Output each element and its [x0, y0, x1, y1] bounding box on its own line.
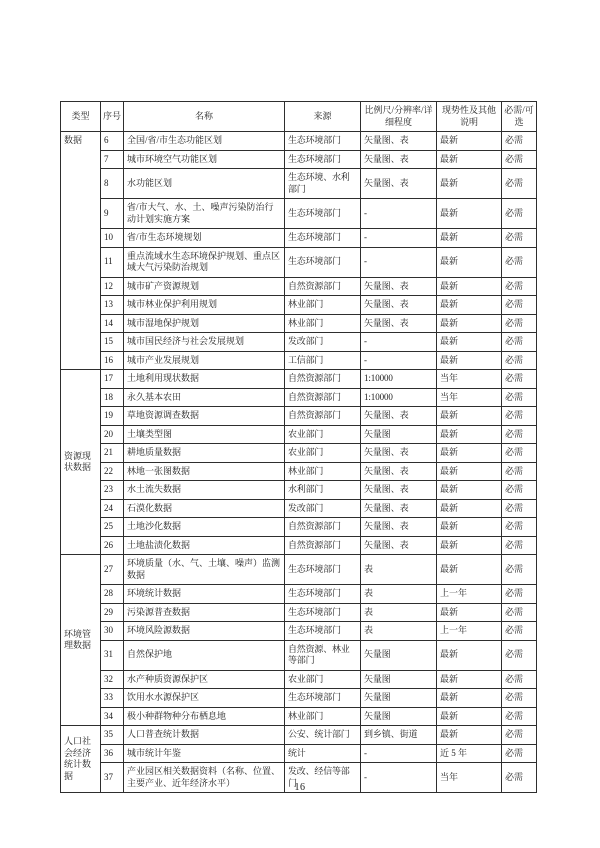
cell-scale: - — [361, 199, 437, 229]
col-header-scale: 比例尺/分辨率/详细程度 — [361, 102, 437, 132]
cell-type-group: 环境管理数据 — [61, 555, 101, 726]
table-row — [61, 536, 537, 555]
table-row — [61, 481, 537, 500]
col-header-source: 来源 — [285, 102, 361, 132]
cell-source: 工信部门 — [285, 351, 361, 370]
cell-scale: 1:10000 — [361, 388, 437, 407]
cell-serial-number: 36 — [101, 744, 124, 763]
cell-serial-number: 18 — [101, 388, 124, 407]
cell-name: 城市湿地保护规划 — [124, 314, 285, 333]
cell-serial-number: 37 — [101, 763, 124, 793]
cell-source: 发改部门 — [285, 333, 361, 352]
cell-serial-number: 8 — [101, 169, 124, 199]
cell-serial-number: 34 — [101, 707, 124, 726]
cell-source: 生态环境部门 — [285, 689, 361, 708]
cell-required: 必需 — [502, 314, 537, 333]
cell-name: 产业园区相关数据资料（名称、位置、主要产业、近年经济水平） — [124, 763, 285, 793]
cell-currency: 最新 — [437, 296, 502, 315]
cell-scale: 矢量图、表 — [361, 518, 437, 537]
cell-required: 必需 — [502, 481, 537, 500]
cell-required: 必需 — [502, 351, 537, 370]
cell-required: 必需 — [502, 407, 537, 426]
cell-name: 城市环境空气功能区划 — [124, 150, 285, 169]
cell-serial-number: 28 — [101, 585, 124, 604]
cell-serial-number: 32 — [101, 670, 124, 689]
cell-currency: 最新 — [437, 462, 502, 481]
cell-serial-number: 12 — [101, 277, 124, 296]
table-row — [61, 388, 537, 407]
table-row — [61, 199, 537, 229]
cell-source: 生态环境部门 — [285, 603, 361, 622]
cell-source: 统计 — [285, 744, 361, 763]
table-row — [61, 407, 537, 426]
table-row — [61, 169, 537, 199]
data-requirements-table — [60, 101, 537, 793]
cell-source: 林业部门 — [285, 296, 361, 315]
cell-scale: 矢量图 — [361, 425, 437, 444]
cell-name: 饮用水水源保护区 — [124, 689, 285, 708]
cell-currency: 最新 — [437, 555, 502, 585]
cell-currency: 最新 — [437, 150, 502, 169]
cell-scale: 到乡镇、街道 — [361, 726, 437, 745]
cell-source: 农业部门 — [285, 425, 361, 444]
cell-currency: 最新 — [437, 603, 502, 622]
col-header-name: 名称 — [124, 102, 285, 132]
cell-scale: 表 — [361, 622, 437, 641]
cell-currency: 上一年 — [437, 622, 502, 641]
cell-name: 土地利用现状数据 — [124, 370, 285, 389]
cell-required: 必需 — [502, 199, 537, 229]
cell-serial-number: 14 — [101, 314, 124, 333]
cell-scale: 矢量图、表 — [361, 314, 437, 333]
cell-name: 永久基本农田 — [124, 388, 285, 407]
cell-scale: - — [361, 351, 437, 370]
cell-scale: 表 — [361, 555, 437, 585]
table-row — [61, 499, 537, 518]
cell-required: 必需 — [502, 763, 537, 793]
cell-currency: 当年 — [437, 388, 502, 407]
table-row — [61, 744, 537, 763]
cell-name: 极小种群物种分布栖息地 — [124, 707, 285, 726]
table-header-row — [61, 102, 537, 132]
cell-name: 环境统计数据 — [124, 585, 285, 604]
cell-name: 重点流域水生态环境保护规划、重点区域大气污染防治规划 — [124, 247, 285, 277]
cell-currency: 最新 — [437, 640, 502, 670]
cell-serial-number: 30 — [101, 622, 124, 641]
cell-required: 必需 — [502, 622, 537, 641]
cell-currency: 最新 — [437, 481, 502, 500]
cell-scale: 矢量图、表 — [361, 277, 437, 296]
cell-required: 必需 — [502, 150, 537, 169]
cell-name: 城市统计年鉴 — [124, 744, 285, 763]
cell-scale: 矢量图、表 — [361, 169, 437, 199]
table-row — [61, 444, 537, 463]
cell-scale: 矢量图、表 — [361, 132, 437, 151]
cell-name: 城市国民经济与社会发展规划 — [124, 333, 285, 352]
table-row — [61, 132, 537, 151]
cell-name: 石漠化数据 — [124, 499, 285, 518]
cell-scale: 矢量图、表 — [361, 444, 437, 463]
cell-required: 必需 — [502, 499, 537, 518]
cell-currency: 当年 — [437, 370, 502, 389]
cell-serial-number: 25 — [101, 518, 124, 537]
cell-required: 必需 — [502, 425, 537, 444]
cell-currency: 最新 — [437, 689, 502, 708]
cell-serial-number: 21 — [101, 444, 124, 463]
cell-name: 省/市大气、水、土、噪声污染防治行动计划实施方案 — [124, 199, 285, 229]
cell-scale: 表 — [361, 603, 437, 622]
cell-source: 公安、统计部门 — [285, 726, 361, 745]
table-row — [61, 229, 537, 248]
cell-source: 生态环境部门 — [285, 132, 361, 151]
cell-scale: 矢量图、表 — [361, 462, 437, 481]
cell-currency: 最新 — [437, 726, 502, 745]
cell-source: 发改部门 — [285, 499, 361, 518]
cell-scale: 矢量图 — [361, 707, 437, 726]
cell-required: 必需 — [502, 536, 537, 555]
cell-source: 水利部门 — [285, 481, 361, 500]
cell-scale: - — [361, 247, 437, 277]
cell-serial-number: 6 — [101, 132, 124, 151]
cell-currency: 最新 — [437, 407, 502, 426]
cell-currency: 最新 — [437, 169, 502, 199]
cell-serial-number: 23 — [101, 481, 124, 500]
cell-required: 必需 — [502, 333, 537, 352]
cell-source: 自然资源部门 — [285, 277, 361, 296]
cell-source: 自然资源部门 — [285, 388, 361, 407]
cell-source: 自然资源部门 — [285, 370, 361, 389]
table-row — [61, 425, 537, 444]
cell-source: 生态环境部门 — [285, 622, 361, 641]
cell-source: 生态环境部门 — [285, 555, 361, 585]
cell-required: 必需 — [502, 640, 537, 670]
cell-required: 必需 — [502, 444, 537, 463]
cell-required: 必需 — [502, 247, 537, 277]
cell-source: 农业部门 — [285, 670, 361, 689]
cell-source: 林业部门 — [285, 314, 361, 333]
cell-currency: 最新 — [437, 277, 502, 296]
table-row — [61, 603, 537, 622]
cell-scale: - — [361, 333, 437, 352]
cell-name: 水产种质资源保护区 — [124, 670, 285, 689]
cell-scale: 1:10000 — [361, 370, 437, 389]
cell-name: 耕地质量数据 — [124, 444, 285, 463]
table-row — [61, 277, 537, 296]
cell-currency: 最新 — [437, 425, 502, 444]
cell-source: 生态环境部门 — [285, 199, 361, 229]
cell-scale: 矢量图、表 — [361, 407, 437, 426]
cell-scale: 矢量图、表 — [361, 150, 437, 169]
cell-required: 必需 — [502, 370, 537, 389]
cell-required: 必需 — [502, 670, 537, 689]
col-header-currency: 现势性及其他说明 — [437, 102, 502, 132]
cell-required: 必需 — [502, 555, 537, 585]
cell-source: 自然资源部门 — [285, 407, 361, 426]
col-header-serial: 序号 — [101, 102, 124, 132]
table-row — [61, 707, 537, 726]
cell-scale: 矢量图、表 — [361, 499, 437, 518]
cell-required: 必需 — [502, 707, 537, 726]
cell-currency: 最新 — [437, 247, 502, 277]
cell-serial-number: 20 — [101, 425, 124, 444]
cell-name: 城市矿产资源规划 — [124, 277, 285, 296]
table-row — [61, 296, 537, 315]
cell-scale: - — [361, 744, 437, 763]
cell-required: 必需 — [502, 603, 537, 622]
cell-type-group: 数据 — [61, 132, 101, 370]
cell-required: 必需 — [502, 518, 537, 537]
cell-type-group: 资源现状数据 — [61, 370, 101, 555]
cell-required: 必需 — [502, 585, 537, 604]
cell-currency: 最新 — [437, 314, 502, 333]
cell-required: 必需 — [502, 744, 537, 763]
cell-serial-number: 22 — [101, 462, 124, 481]
cell-scale: - — [361, 763, 437, 793]
table-row — [61, 351, 537, 370]
cell-scale: 矢量图、表 — [361, 481, 437, 500]
cell-currency: 最新 — [437, 444, 502, 463]
table-row — [61, 585, 537, 604]
cell-scale: 矢量图 — [361, 670, 437, 689]
cell-serial-number: 10 — [101, 229, 124, 248]
cell-scale: 矢量图 — [361, 689, 437, 708]
cell-name: 林地一张图数据 — [124, 462, 285, 481]
cell-currency: 最新 — [437, 351, 502, 370]
cell-currency: 最新 — [437, 518, 502, 537]
table-row — [61, 726, 537, 745]
cell-scale: 表 — [361, 585, 437, 604]
table-row — [61, 518, 537, 537]
cell-required: 必需 — [502, 169, 537, 199]
cell-required: 必需 — [502, 277, 537, 296]
table-row — [61, 150, 537, 169]
cell-serial-number: 11 — [101, 247, 124, 277]
table-row — [61, 314, 537, 333]
cell-currency: 最新 — [437, 333, 502, 352]
cell-serial-number: 9 — [101, 199, 124, 229]
cell-name: 水功能区划 — [124, 169, 285, 199]
cell-serial-number: 31 — [101, 640, 124, 670]
cell-required: 必需 — [502, 726, 537, 745]
cell-currency: 最新 — [437, 499, 502, 518]
cell-name: 环境风险源数据 — [124, 622, 285, 641]
cell-source: 林业部门 — [285, 462, 361, 481]
cell-name: 环境质量（水、气、土壤、噪声）监测数据 — [124, 555, 285, 585]
table-row — [61, 333, 537, 352]
table-row — [61, 247, 537, 277]
cell-serial-number: 15 — [101, 333, 124, 352]
cell-name: 污染源普查数据 — [124, 603, 285, 622]
cell-name: 省/市生态环境规划 — [124, 229, 285, 248]
cell-currency: 上一年 — [437, 585, 502, 604]
cell-source: 生态环境部门 — [285, 247, 361, 277]
cell-required: 必需 — [502, 388, 537, 407]
cell-serial-number: 7 — [101, 150, 124, 169]
cell-name: 土地沙化数据 — [124, 518, 285, 537]
cell-source: 发改、经信等部门 — [285, 763, 361, 793]
table-row — [61, 462, 537, 481]
cell-source: 生态环境部门 — [285, 150, 361, 169]
cell-serial-number: 17 — [101, 370, 124, 389]
cell-required: 必需 — [502, 689, 537, 708]
cell-scale: 矢量图、表 — [361, 296, 437, 315]
cell-serial-number: 16 — [101, 351, 124, 370]
cell-required: 必需 — [502, 132, 537, 151]
table-row — [61, 640, 537, 670]
cell-source: 生态环境部门 — [285, 229, 361, 248]
cell-source: 农业部门 — [285, 444, 361, 463]
cell-source: 自然资源、林业等部门 — [285, 640, 361, 670]
cell-serial-number: 35 — [101, 726, 124, 745]
col-header-type: 类型 — [61, 102, 101, 132]
cell-name: 城市林业保护利用规划 — [124, 296, 285, 315]
cell-currency: 近 5 年 — [437, 744, 502, 763]
cell-type-group: 人口社会经济统计数据 — [61, 726, 101, 793]
cell-scale: 矢量图、表 — [361, 536, 437, 555]
cell-currency: 最新 — [437, 132, 502, 151]
cell-name: 土地盐渍化数据 — [124, 536, 285, 555]
cell-source: 自然资源部门 — [285, 536, 361, 555]
cell-currency: 最新 — [437, 670, 502, 689]
cell-serial-number: 24 — [101, 499, 124, 518]
cell-currency: 最新 — [437, 707, 502, 726]
page-number: 16 — [294, 782, 306, 793]
cell-serial-number: 26 — [101, 536, 124, 555]
table-row — [61, 622, 537, 641]
cell-serial-number: 27 — [101, 555, 124, 585]
cell-serial-number: 19 — [101, 407, 124, 426]
table-row — [61, 689, 537, 708]
col-header-required: 必需/可选 — [502, 102, 537, 132]
cell-name: 水土流失数据 — [124, 481, 285, 500]
cell-currency: 最新 — [437, 229, 502, 248]
cell-scale: 矢量图 — [361, 640, 437, 670]
cell-currency: 当年 — [437, 763, 502, 793]
cell-serial-number: 33 — [101, 689, 124, 708]
table-row — [61, 370, 537, 389]
cell-required: 必需 — [502, 229, 537, 248]
cell-required: 必需 — [502, 296, 537, 315]
cell-name: 人口普查统计数据 — [124, 726, 285, 745]
cell-serial-number: 29 — [101, 603, 124, 622]
cell-name: 全国/省/市生态功能区划 — [124, 132, 285, 151]
cell-serial-number: 13 — [101, 296, 124, 315]
cell-name: 自然保护地 — [124, 640, 285, 670]
cell-source: 自然资源部门 — [285, 518, 361, 537]
cell-source: 生态环境部门 — [285, 585, 361, 604]
cell-currency: 最新 — [437, 536, 502, 555]
table-row — [61, 555, 537, 585]
cell-name: 土壤类型图 — [124, 425, 285, 444]
cell-scale: - — [361, 229, 437, 248]
cell-name: 草地资源调查数据 — [124, 407, 285, 426]
cell-source: 林业部门 — [285, 707, 361, 726]
table-row — [61, 670, 537, 689]
cell-required: 必需 — [502, 462, 537, 481]
table-body — [61, 132, 537, 793]
cell-name: 城市产业发展规划 — [124, 351, 285, 370]
cell-currency: 最新 — [437, 199, 502, 229]
cell-source: 生态环境、水利部门 — [285, 169, 361, 199]
